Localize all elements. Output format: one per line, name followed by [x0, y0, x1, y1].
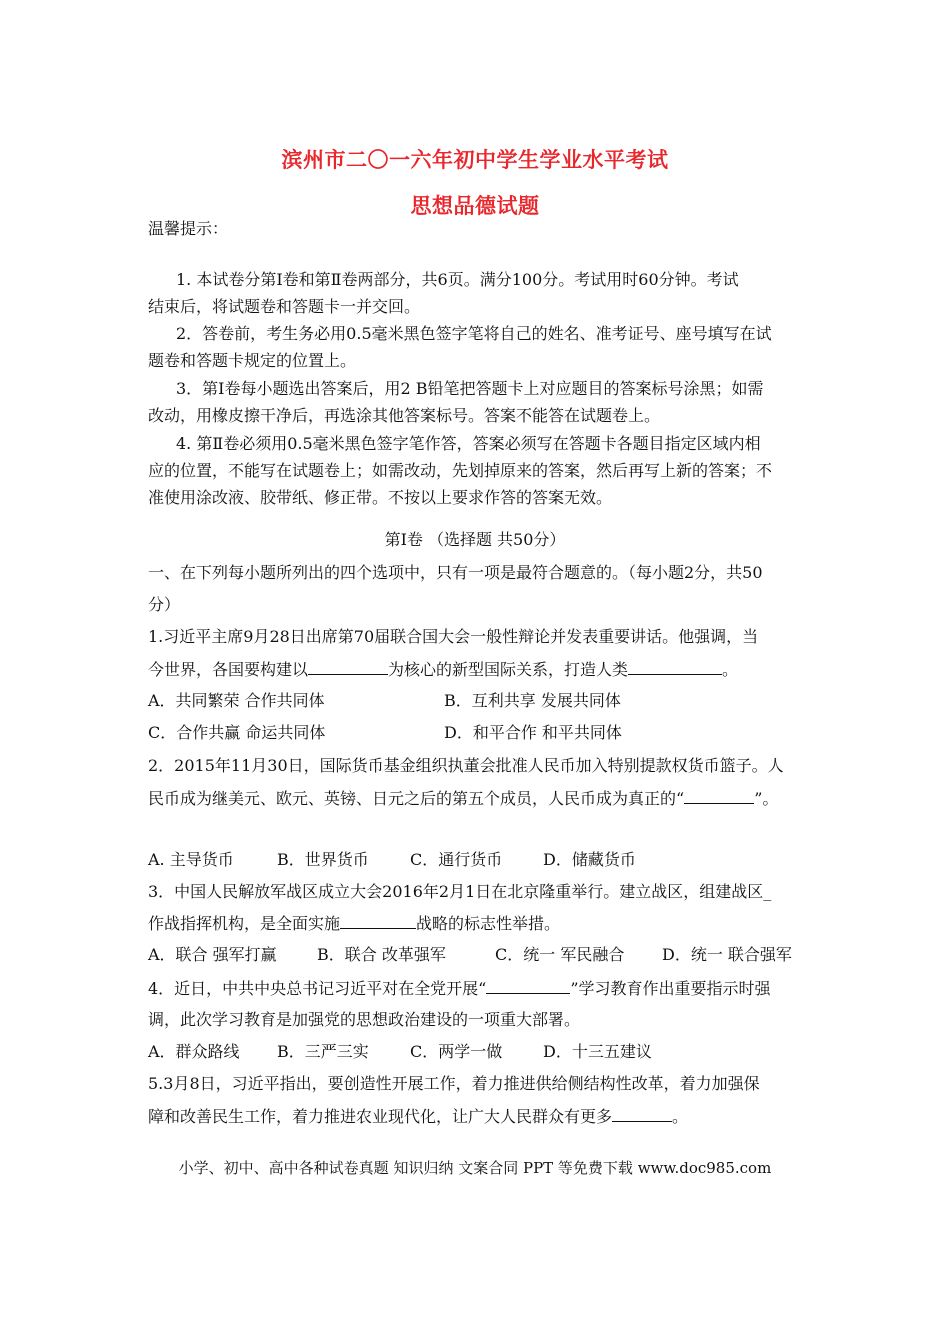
q1-text-b: 为核心的新型国际关系，打造人类 — [388, 660, 629, 679]
tip-4-line-3: 准使用涂改液、胶带纸、修正带。不按以上要求作答的答案无效。 — [148, 488, 613, 507]
q1-option-b: B．互利共享 发展共同体 — [444, 691, 621, 710]
q1-option-a: A．共同繁荣 合作共同体 — [148, 691, 325, 710]
q4-option-c: C．两学一做 — [410, 1042, 503, 1061]
q3-option-c: C．统一 军民融合 — [495, 945, 625, 964]
q1-text-c: 。 — [722, 660, 739, 679]
q2-text-b: ”。 — [754, 789, 779, 808]
q3-option-d: D．统一 联合强军 — [662, 945, 792, 964]
q2-line-1: 2．2015年11月30日，国际货币基金组织执董会批准人民币加入特别提款权货币篮子。人 — [148, 756, 784, 775]
q5-line-1: 5.3月8日，习近平指出，要创造性开展工作，着力推进供给侧结构性改革，着力加强保 — [148, 1074, 760, 1093]
q2-line-2 — [148, 788, 808, 809]
exam-subtitle: 思想品德试题 — [410, 194, 540, 218]
part-intro-line-2: 分） — [148, 595, 181, 614]
q5-blank — [612, 1106, 672, 1122]
q4-option-d: D．十三五建议 — [543, 1042, 652, 1061]
q4-text-a: 4．近日，中共中央总书记习近平对在全党开展“ — [148, 979, 487, 998]
q2-text-a: 民币成为继美元、欧元、英镑、日元之后的第五个成员，人民币成为真正的“ — [148, 789, 685, 808]
section-title: 第Ⅰ卷 （选择题 共50分） — [384, 530, 566, 549]
q4-blank — [486, 978, 570, 994]
q2-option-d: D．储藏货币 — [543, 850, 636, 869]
exam-title: 滨州市二〇一六年初中学生学业水平考试 — [281, 148, 669, 172]
q5-text-b: 。 — [672, 1107, 689, 1126]
tip-2-line-1: 2．答卷前，考生务必用0.5毫米黑色签字笔将自己的姓名、准考证号、座号填写在试 — [176, 324, 772, 343]
q3-text-a: 作战指挥机构，是全面实施 — [148, 914, 341, 933]
tip-3-line-1: 3．第Ⅰ卷每小题选出答案后，用2 B铅笔把答题卡上对应题目的答案标号涂黑；如需 — [176, 379, 764, 398]
q1-blank-1 — [308, 659, 388, 675]
q4-text-b: ”学习教育作出重要指示时强 — [570, 979, 771, 998]
q4-option-a: A．群众路线 — [148, 1042, 240, 1061]
q1-line-1: 1.习近平主席9月28日出席第70届联合国大会一般性辩论并发表重要讲话。他强调，当 — [148, 627, 759, 646]
q1-option-c: C．合作共赢 命运共同体 — [148, 723, 326, 742]
q5-line-2 — [148, 1106, 808, 1127]
q2-option-b: B．世界货币 — [277, 850, 369, 869]
q1-blank-2 — [628, 659, 722, 675]
tip-1-line-2: 结束后，将试题卷和答题卡一并交回。 — [148, 297, 421, 316]
q4-line-1 — [148, 978, 808, 999]
q3-option-a: A．联合 强军打赢 — [148, 945, 277, 964]
q3-line-1: 3．中国人民解放军战区成立大会2016年2月1日在北京隆重举行。建立战区，组建战区_ — [148, 882, 772, 901]
q1-text-a: 今世界，各国要构建以 — [148, 660, 309, 679]
tip-4-line-2: 应的位置，不能写在试题卷上；如需改动，先划掉原来的答案，然后再写上新的答案；不 — [148, 461, 773, 480]
q4-line-2: 调，此次学习教育是加强党的思想政治建设的一项重大部署。 — [148, 1010, 581, 1029]
part-intro-line-1: 一、在下列每小题所列出的四个选项中，只有一项是最符合题意的。（每小题2分，共50 — [148, 563, 763, 582]
q3-line-2 — [148, 913, 808, 934]
q3-text-b: 战略的标志性举措。 — [416, 914, 561, 933]
tip-2-line-2: 题卷和答题卡规定的位置上。 — [148, 351, 357, 370]
q3-option-b: B．联合 改革强军 — [317, 945, 446, 964]
page-footer: 小学、初中、高中各种试卷真题 知识归纳 文案合同 PPT 等免费下载 www.doc985.com — [178, 1159, 772, 1177]
q5-text-a: 障和改善民生工作，着力推进农业现代化，让广大人民群众有更多 — [148, 1107, 613, 1126]
q2-blank — [684, 788, 754, 804]
q2-option-c: C．通行货币 — [410, 850, 503, 869]
q4-option-b: B．三严三实 — [277, 1042, 369, 1061]
tip-1-line-1: 1. 本试卷分第Ⅰ卷和第Ⅱ卷两部分，共6页。满分100分。考试用时60分钟。考试 — [176, 270, 739, 289]
tip-4-line-1: 4. 第Ⅱ卷必须用0.5毫米黑色签字笔作答，答案必须写在答题卡各题目指定区域内相 — [176, 434, 761, 453]
tip-heading: 温馨提示： — [148, 219, 229, 238]
q1-option-d: D．和平合作 和平共同体 — [444, 723, 622, 742]
tip-3-line-2: 改动，用橡皮擦干净后，再选涂其他答案标号。答案不能答在试题卷上。 — [148, 406, 661, 425]
q2-option-a: A. 主导货币 — [148, 850, 234, 869]
q1-line-2 — [148, 659, 808, 680]
q3-blank — [340, 913, 416, 929]
